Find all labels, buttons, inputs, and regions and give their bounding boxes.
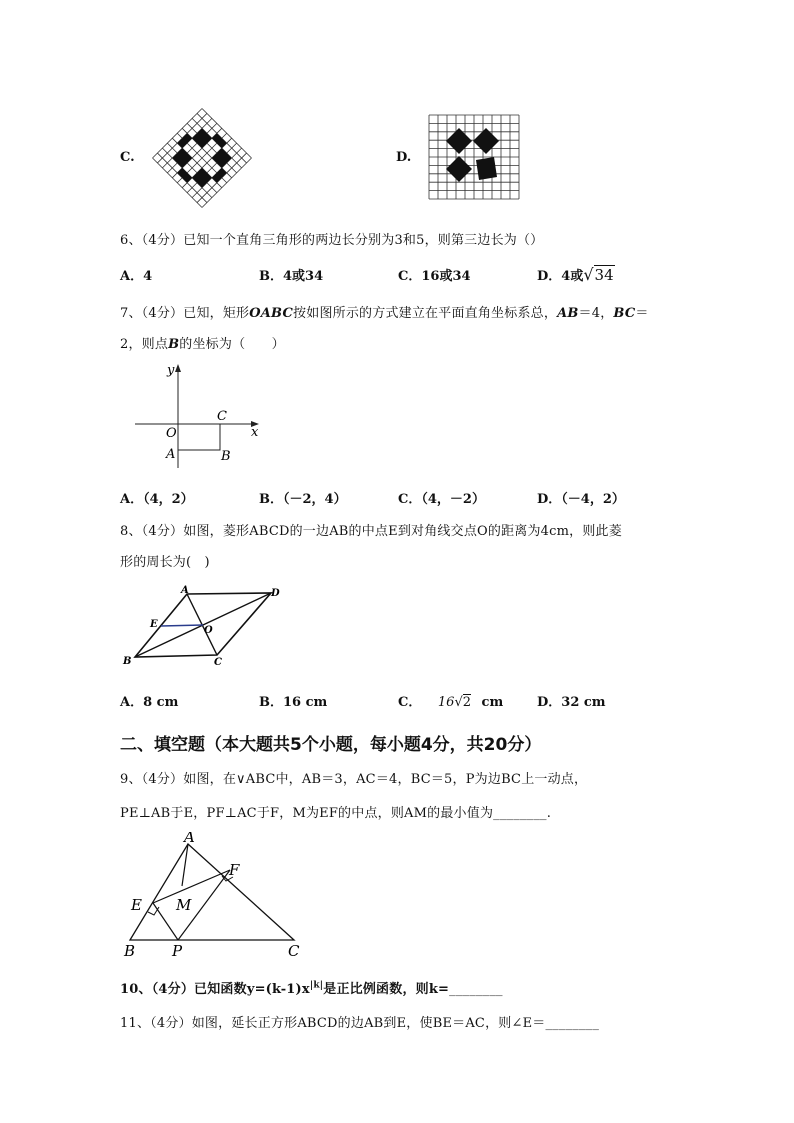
q11-answer-blank[interactable]: ________ bbox=[545, 1016, 600, 1031]
q8-option-c-unit: cm bbox=[481, 695, 504, 710]
q9-triangle-figure bbox=[118, 832, 308, 960]
q8-option-a: A．8 cm bbox=[120, 695, 179, 710]
q7-text-6: 的坐标为（ ） bbox=[179, 337, 285, 352]
q6-option-d-text: D．4或 bbox=[537, 269, 584, 284]
q8-label-d: D bbox=[271, 588, 280, 599]
q7-option-b: B．（－2，4） bbox=[259, 492, 347, 507]
q7-label-b: B bbox=[221, 449, 231, 464]
q7-text-4: ＝ bbox=[635, 306, 649, 321]
q6-option-b: B．4或34 bbox=[259, 269, 324, 284]
q11-stem bbox=[120, 1012, 599, 1031]
q7-label-x: x bbox=[251, 425, 259, 440]
q9-label-m: M bbox=[176, 896, 192, 914]
q7-option-d: D．（－4，2） bbox=[537, 492, 625, 507]
q6-sqrt-value: 34 bbox=[594, 266, 614, 284]
q5-option-c-figure bbox=[150, 108, 254, 208]
q8-rhombus-figure bbox=[120, 582, 285, 672]
sqrt-symbol: √ bbox=[454, 695, 463, 710]
q8-label-c: C bbox=[214, 657, 222, 668]
q9-label-c: C bbox=[288, 942, 300, 960]
q9-stem-line2: PE⊥AB于E，PF⊥AC于F，M为EF的中点，则AM的最小值为________. bbox=[120, 806, 552, 821]
q8-label-b: B bbox=[123, 656, 132, 667]
q7-text-bc: BC bbox=[613, 306, 636, 321]
q7-label-a: A bbox=[166, 447, 176, 462]
q7-text-5: 2，则点 bbox=[120, 337, 169, 352]
q5-option-c-label: C. bbox=[120, 150, 135, 165]
q9-label-b: B bbox=[124, 942, 136, 960]
q9-label-f: F bbox=[229, 861, 240, 879]
q7-text-oabc: OABC bbox=[249, 306, 294, 321]
q8-label-e: E bbox=[150, 619, 158, 630]
q10-exponent: |k| bbox=[309, 980, 324, 991]
q11-text: 11、（4分）如图，延长正方形ABCD的边AB到E，使BE＝AC，则∠E＝ bbox=[120, 1016, 546, 1031]
q6-stem: 6、（4分）已知一个直角三角形的两边长分别为3和5，则第三边长为（） bbox=[120, 233, 544, 248]
sqrt-symbol: √ bbox=[583, 265, 594, 284]
q7-option-c: C．（4，－2） bbox=[398, 492, 485, 507]
q6-option-d bbox=[537, 265, 615, 284]
q7-stem-line2 bbox=[120, 333, 285, 352]
q7-text-3: ＝4， bbox=[578, 306, 614, 321]
q7-text-b: B bbox=[168, 337, 180, 352]
q7-figure bbox=[135, 360, 270, 470]
q9-label-a: A bbox=[184, 832, 195, 846]
q8-option-c-text: C． bbox=[398, 695, 422, 710]
q8-option-b: B．16 cm bbox=[259, 695, 328, 710]
q5-option-d-figure bbox=[428, 114, 520, 200]
q10-stem bbox=[120, 978, 503, 997]
q10-answer-blank[interactable]: ________ bbox=[449, 982, 503, 997]
q8-option-c-sqrt: 2 bbox=[462, 695, 472, 710]
q8-option-c-coef: 16 bbox=[437, 695, 455, 710]
q8-option-d: D．32 cm bbox=[537, 695, 606, 710]
q10-text-1: 10、（4分）已知函数y=(k-1)x bbox=[120, 982, 310, 997]
q7-option-a: A．（4，2） bbox=[120, 492, 194, 507]
q9-stem-line1: 9、（4分）如图，在∨ABC中，AB＝3，AC＝4，BC＝5，P为边BC上一动点， bbox=[120, 772, 588, 787]
q7-text-ab: AB bbox=[557, 306, 579, 321]
q8-label-a: A bbox=[181, 585, 189, 596]
q5-option-d-label: D. bbox=[396, 150, 412, 165]
q10-text-2: 是正比例函数，则k= bbox=[323, 982, 450, 997]
q7-text-1: 7、（4分）已知，矩形 bbox=[120, 306, 250, 321]
q7-label-c: C bbox=[217, 409, 227, 424]
section-title: 二、填空题（本大题共5个小题，每小题4分，共20分） bbox=[120, 735, 542, 755]
q8-stem-line1: 8、（4分）如图，菱形ABCD的一边AB的中点E到对角线交点O的距离为4cm，则此菱 bbox=[120, 524, 622, 539]
q7-label-y: y bbox=[167, 363, 175, 378]
q8-stem-line2: 形的周长为( ) bbox=[120, 555, 210, 570]
q8-option-c bbox=[398, 691, 503, 710]
q7-stem-line1 bbox=[120, 302, 649, 321]
q6-option-a: A．4 bbox=[120, 269, 153, 284]
q9-label-e: E bbox=[131, 896, 142, 914]
q7-text-2: 按如图所示的方式建立在平面直角坐标系总， bbox=[293, 306, 558, 321]
q6-option-c: C．16或34 bbox=[398, 269, 471, 284]
q7-label-o: O bbox=[166, 426, 177, 441]
q9-label-p: P bbox=[172, 942, 183, 960]
q8-label-o: O bbox=[204, 625, 213, 636]
